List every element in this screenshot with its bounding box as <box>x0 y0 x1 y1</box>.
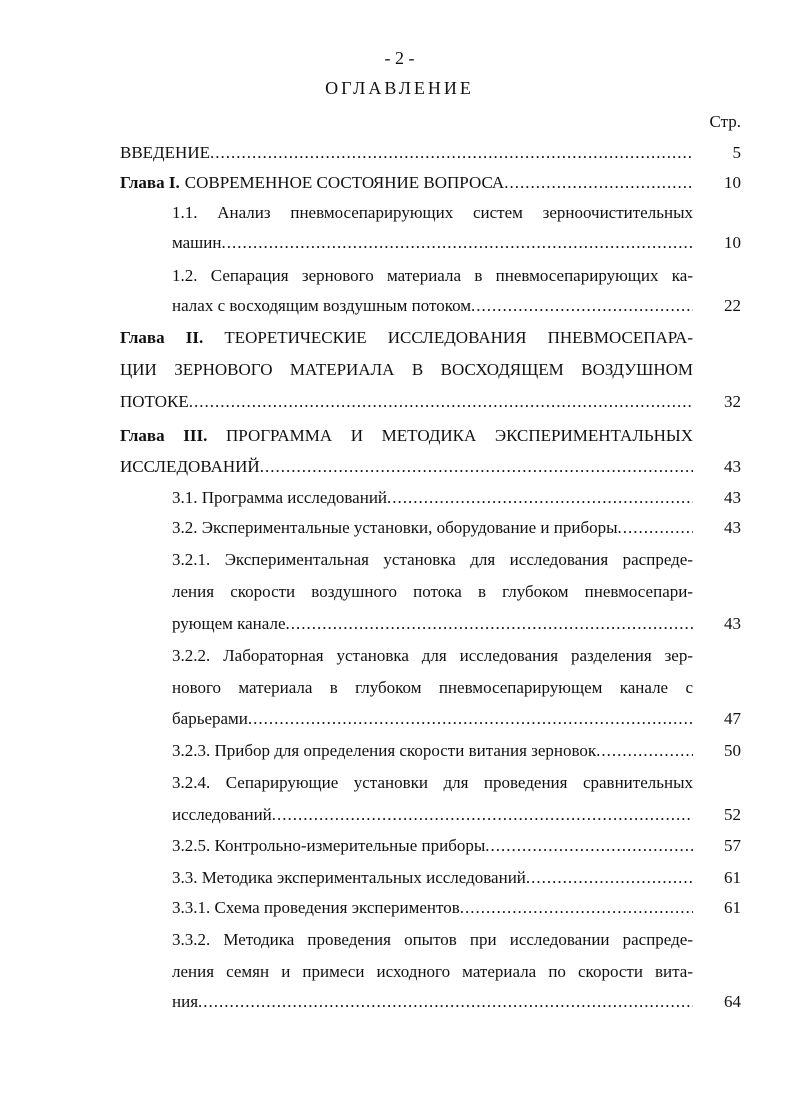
toc-entry-3-2-2-line-1: 3.2.2. Лабораторная установка для исследования разделения зер- <box>172 646 693 665</box>
toc-entry-3-2-1-line-3 <box>172 612 693 636</box>
toc-entry-1-1-line-1: 1.1. Анализ пневмосепарирующих систем зерноочистительных <box>172 203 693 222</box>
toc-page-number: 43 <box>724 488 741 507</box>
toc-entry-chapter-2-line-3 <box>120 390 693 414</box>
toc-entry-3-2-5 <box>172 834 693 858</box>
toc-entry-text: ПОТОКЕ <box>120 392 189 411</box>
toc-page-number: 47 <box>724 709 741 728</box>
toc-page-number: 10 <box>724 233 741 252</box>
toc-entry-text: машин <box>172 233 222 252</box>
toc-entry-3-3 <box>172 866 693 890</box>
toc-entry-3-2-1-line-2: ления скорости воздушного потока в глубоком пневмосепари- <box>172 582 693 601</box>
page-title: ОГЛАВЛЕНИЕ <box>325 78 474 98</box>
toc-entry-text: 3.2. Экспериментальные установки, оборудование и приборы <box>172 518 618 537</box>
toc-page-number: 64 <box>724 992 741 1011</box>
leader-dots <box>485 834 693 858</box>
leader-dots <box>460 896 693 920</box>
toc-entry-3-3-2-line-2: ления семян и примеси исходного материала по скорости вита- <box>172 962 693 981</box>
toc-page-number: 61 <box>724 898 741 917</box>
toc-entry-chapter-2-line-1 <box>120 326 693 350</box>
toc-page-number: 61 <box>724 868 741 887</box>
toc-entry-text: барьерами <box>172 709 248 728</box>
toc-entry-1-2-line-1: 1.2. Сепарация зернового материала в пневмосепарирующих ка- <box>172 266 693 285</box>
toc-entry-chapter-3-line-2 <box>120 455 693 479</box>
toc-page-number: 52 <box>724 805 741 824</box>
leader-dots <box>471 294 693 318</box>
toc-entry-chapter-1 <box>120 171 693 195</box>
toc-entry-3-3-1 <box>172 896 693 920</box>
leader-dots <box>526 866 693 890</box>
leader-dots <box>189 390 693 414</box>
toc-entry-1-2-line-2 <box>172 294 693 318</box>
toc-entry-text: ИССЛЕДОВАНИЙ <box>120 457 260 476</box>
leader-dots <box>272 803 693 827</box>
leader-dots <box>596 739 693 763</box>
toc-entry-introduction <box>120 141 693 165</box>
toc-entry-text: исследований <box>172 805 272 824</box>
chapter-prefix: Глава III. <box>120 426 208 445</box>
toc-page-number: 57 <box>724 836 741 855</box>
leader-dots <box>504 171 693 195</box>
toc-entry-text: рующем канале <box>172 614 286 633</box>
toc-entry-text: налах с восходящим воздушным потоком <box>172 296 472 315</box>
toc-page-number: 43 <box>724 518 741 537</box>
toc-entry-3-2-4-line-2 <box>172 803 693 827</box>
leader-dots <box>286 612 694 636</box>
leader-dots <box>618 516 693 540</box>
toc-entry-3-2-2-line-2: нового материала в глубоком пневмосепарирующем канале с <box>172 678 693 697</box>
toc-entry-1-1-line-2 <box>172 231 693 255</box>
toc-entry-chapter-3-line-1 <box>120 424 693 448</box>
toc-entry-3-1 <box>172 486 693 510</box>
toc-entry-3-2-4-line-1: 3.2.4. Сепарирующие установки для проведения сравнительных <box>172 773 693 792</box>
toc-entry-3-2 <box>172 516 693 540</box>
toc-page-number: 43 <box>724 614 741 633</box>
toc-entry-text: ТЕОРЕТИЧЕСКИЕ ИССЛЕДОВАНИЯ ПНЕВМОСЕПАРА- <box>224 328 693 347</box>
toc-page-number: 32 <box>724 392 741 411</box>
chapter-prefix: Глава II. <box>120 328 204 347</box>
toc-entry-text: СОВРЕМЕННОЕ СОСТОЯНИЕ ВОПРОСА <box>184 173 505 192</box>
leader-dots <box>210 141 693 165</box>
toc-entry-text: 3.3. Методика экспериментальных исследований <box>172 868 526 887</box>
toc-entry-chapter-2-line-2: ЦИИ ЗЕРНОВОГО МАТЕРИАЛА В ВОСХОДЯЩЕМ ВОЗДУШНОМ <box>120 360 693 379</box>
toc-entry-text: 3.2.3. Прибор для определения скорости витания зерновок <box>172 741 597 760</box>
leader-dots <box>198 990 693 1014</box>
leader-dots <box>248 707 693 731</box>
chapter-prefix: Глава I. <box>120 173 180 192</box>
toc-page-number: 43 <box>724 457 741 476</box>
toc-entry-text: 3.3.1. Схема проведения экспериментов <box>172 898 460 917</box>
toc-entry-3-2-2-line-3 <box>172 707 693 731</box>
leader-dots <box>260 455 693 479</box>
page-number: - 2 - <box>384 48 415 68</box>
toc-entry-text: ПРОГРАММА И МЕТОДИКА ЭКСПЕРИМЕНТАЛЬНЫХ <box>226 426 693 445</box>
toc-entry-3-3-2-line-3 <box>172 990 693 1014</box>
toc-entry-text: 3.1. Программа исследований <box>172 488 388 507</box>
toc-entry-text: 3.2.5. Контрольно-измерительные приборы <box>172 836 486 855</box>
toc-page-number: 22 <box>724 296 741 315</box>
toc-page-number: 50 <box>724 741 741 760</box>
toc-entry-text: ВВЕДЕНИЕ <box>120 143 210 162</box>
toc-entry-3-3-2-line-1: 3.3.2. Методика проведения опытов при исследовании распреде- <box>172 930 693 949</box>
page-column-label: Стр. <box>709 112 741 131</box>
toc-page-number: 5 <box>732 143 741 162</box>
toc-entry-3-2-3 <box>172 739 693 763</box>
toc-entry-3-2-1-line-1: 3.2.1. Экспериментальная установка для исследования распреде- <box>172 550 693 569</box>
toc-page-number: 10 <box>724 173 741 192</box>
toc-entry-text: ния <box>172 992 199 1011</box>
leader-dots <box>387 486 693 510</box>
leader-dots <box>221 231 693 255</box>
